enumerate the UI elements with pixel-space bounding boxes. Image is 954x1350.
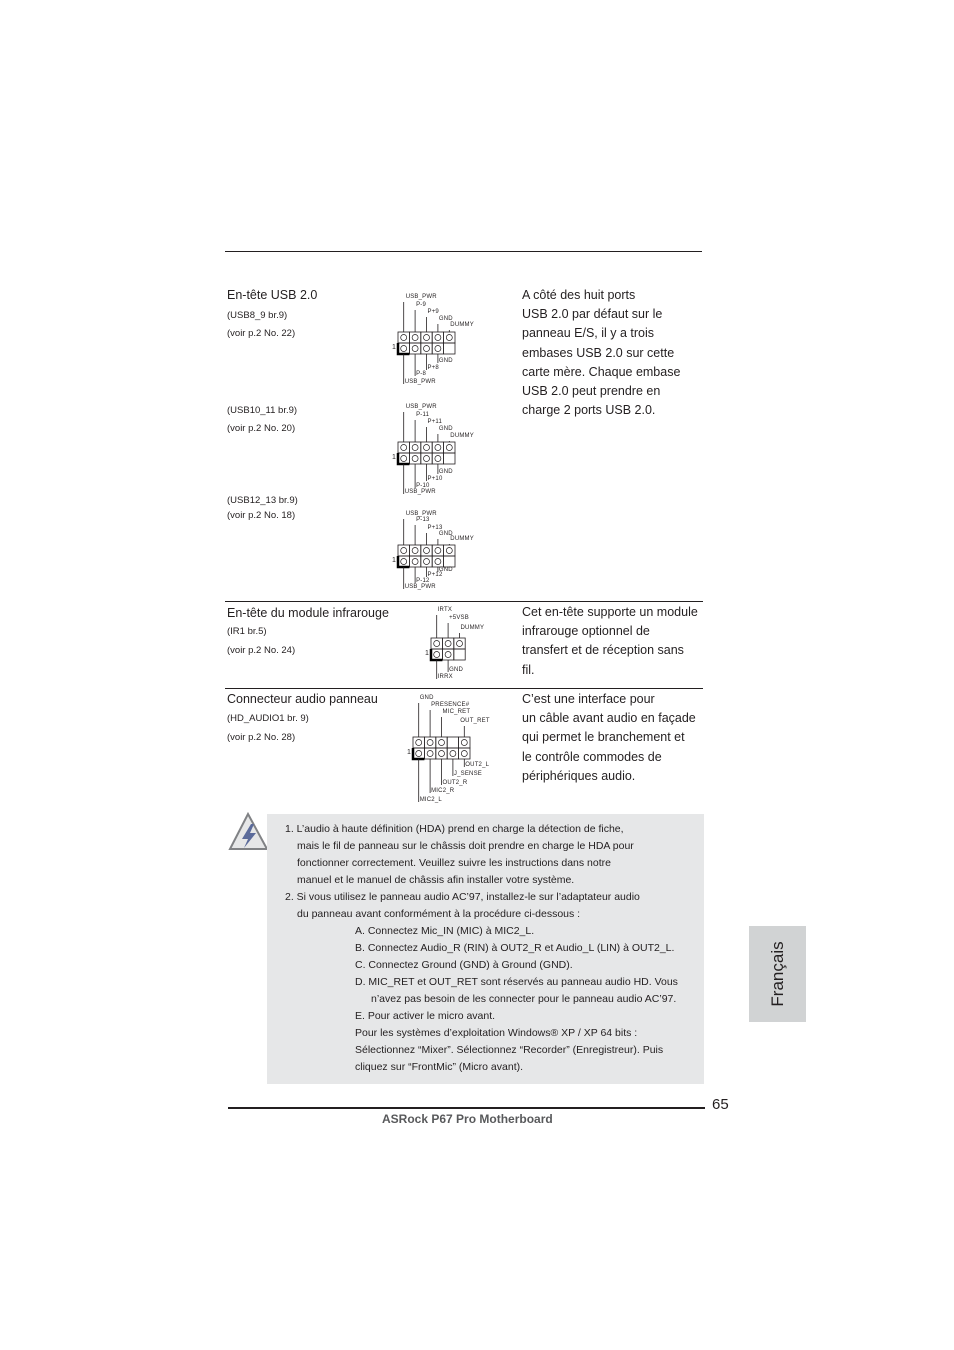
ir-header-cell bbox=[442, 649, 453, 660]
audio-header-pin bbox=[416, 751, 422, 757]
ir-header-cell bbox=[431, 638, 442, 649]
pin-label: IRRX bbox=[437, 674, 453, 680]
pin-label: PRESENCE# bbox=[431, 702, 470, 708]
usb-header-cell bbox=[421, 442, 432, 453]
usb-header-pin bbox=[446, 445, 452, 451]
usb-header-cell bbox=[444, 343, 455, 354]
pin-label: P-12 bbox=[416, 578, 430, 584]
usb-header-cell bbox=[444, 556, 455, 567]
usb2-ref: (USB10_11 br.9) bbox=[227, 405, 298, 416]
usb-header-pin bbox=[412, 445, 418, 451]
usb-header-cell bbox=[444, 453, 455, 464]
pin-label: GND bbox=[438, 469, 453, 475]
pin-label: P+13 bbox=[427, 525, 443, 531]
usb-header-cell bbox=[432, 343, 443, 354]
usb2-see: (voir p.2 No. 20) bbox=[227, 423, 296, 434]
pin-label: GND bbox=[438, 426, 453, 432]
pin-label: MIC2_L bbox=[419, 797, 442, 803]
footer-rule bbox=[228, 1107, 705, 1109]
usb-header-pin1-marker bbox=[398, 556, 409, 567]
usb-header-cell bbox=[409, 556, 420, 567]
usb-header-cell bbox=[409, 453, 420, 464]
pin-label: USB_PWR bbox=[405, 404, 437, 410]
pin1-label: 1 bbox=[392, 454, 397, 461]
audio-header-cell bbox=[447, 737, 458, 748]
ir-see: (voir p.2 No. 24) bbox=[227, 645, 296, 656]
usb-header-title: En-tête USB 2.0 bbox=[227, 288, 318, 302]
ir-description: Cet en-tête supporte un module infrarouge optionnel de transfert et de réception sans fil. bbox=[522, 605, 698, 677]
pin-label: MIC_RET bbox=[442, 709, 471, 715]
pin-label: USB_PWR bbox=[404, 584, 436, 590]
page-number: 65 bbox=[712, 1096, 729, 1113]
usb-header-pin bbox=[435, 335, 441, 341]
audio-header-cell bbox=[413, 737, 424, 748]
language-tab-label: Français bbox=[767, 941, 787, 1007]
pin-label: +5VSB bbox=[449, 615, 469, 621]
usb-header-cell bbox=[432, 545, 443, 556]
pin1-label: 1 bbox=[392, 344, 397, 351]
usb-header-cell bbox=[421, 556, 432, 567]
usb-header-pin bbox=[435, 559, 441, 565]
audio-see: (voir p.2 No. 28) bbox=[227, 732, 296, 743]
usb-header-pin bbox=[424, 335, 430, 341]
pin-label: P-11 bbox=[416, 412, 430, 418]
usb-header-pin bbox=[446, 335, 452, 341]
pin-label: DUMMY bbox=[450, 433, 474, 439]
note-line: Pour les systèmes d’exploitation Windows® XP / XP 64 bits : bbox=[355, 1027, 638, 1039]
pin-label: USB_PWR bbox=[405, 511, 437, 517]
audio-header-cell bbox=[459, 748, 470, 759]
usb-header-pin bbox=[424, 346, 430, 352]
usb-header-pin bbox=[435, 548, 441, 554]
usb-header-pin bbox=[424, 548, 430, 554]
usb1-see: (voir p.2 No. 22) bbox=[227, 328, 296, 339]
usb-header-cell bbox=[398, 332, 409, 343]
audio-header-pin bbox=[416, 740, 422, 746]
note-line: 1. L’audio à haute définition (HDA) prend en charge la détection de fiche, bbox=[285, 823, 624, 835]
note-line: D. MIC_RET et OUT_RET sont réservés au panneau audio HD. Vous bbox=[355, 976, 678, 988]
note-line: C. Connectez Ground (GND) à Ground (GND). bbox=[355, 959, 573, 971]
pin1-label: 1 bbox=[392, 557, 397, 564]
usb-header-cell bbox=[444, 442, 455, 453]
language-tab bbox=[749, 926, 806, 1022]
audio-header-cell bbox=[424, 748, 435, 759]
usb-description: A côté des huit ports USB 2.0 par défaut sur le panneau E/S, il y a trois embases USB 2.0 sur cette carte mère. Chaque embase USB 2.0 peut prendre en charge 2 ports USB 2.0. bbox=[522, 288, 681, 418]
pin-label: P+8 bbox=[427, 365, 439, 371]
note-line: Sélectionnez “Mixer”. Sélectionnez “Recorder” (Enregistreur). Puis bbox=[355, 1044, 664, 1056]
audio-header-pin1-marker bbox=[413, 748, 424, 759]
usb-header-cell bbox=[409, 332, 420, 343]
usb-header-cell bbox=[421, 453, 432, 464]
audio-ref: (HD_AUDIO1 br. 9) bbox=[227, 713, 309, 724]
note-box bbox=[267, 814, 704, 1084]
usb-header-cell bbox=[398, 556, 409, 567]
audio-header-pin bbox=[439, 740, 445, 746]
pin-label: P-8 bbox=[416, 371, 427, 377]
pin-label: GND bbox=[449, 667, 464, 673]
pin-label: J_SENSE bbox=[453, 771, 482, 777]
pin1-label: 1 bbox=[407, 749, 412, 756]
pin-label: P-9 bbox=[416, 302, 427, 308]
audio-header-pin bbox=[461, 751, 467, 757]
usb-header-pin1-marker bbox=[398, 343, 409, 354]
ir-header-pin bbox=[445, 652, 451, 658]
usb-header-pin bbox=[401, 559, 407, 565]
usb-header-cell bbox=[409, 545, 420, 556]
usb-header-cell bbox=[421, 343, 432, 354]
pin-label: GND bbox=[438, 358, 453, 364]
usb3-see: (voir p.2 No. 18) bbox=[227, 510, 296, 521]
pin-label: OUT2_R bbox=[442, 780, 468, 786]
usb-header-pin bbox=[412, 346, 418, 352]
pin-label: GND bbox=[419, 695, 434, 701]
audio-header-cell bbox=[459, 737, 470, 748]
pin-label: DUMMY bbox=[450, 322, 474, 328]
pin-label: OUT_RET bbox=[460, 718, 490, 724]
note-line: mais le fil de panneau sur le châssis doit prendre en charge le HDA pour bbox=[297, 840, 634, 852]
usb-header-cell bbox=[398, 343, 409, 354]
usb-header-cell bbox=[432, 332, 443, 343]
usb-header-pin bbox=[412, 335, 418, 341]
usb-header-cell bbox=[398, 442, 409, 453]
ir-header-pin bbox=[457, 641, 463, 647]
ir-header-pin bbox=[434, 641, 440, 647]
audio-header-cell bbox=[413, 748, 424, 759]
ir-header-cell bbox=[431, 649, 442, 660]
usb-header-pin bbox=[401, 445, 407, 451]
audio-header-pin bbox=[461, 740, 467, 746]
usb-header-cell bbox=[432, 442, 443, 453]
usb-header-cell bbox=[432, 556, 443, 567]
usb-header-pin bbox=[401, 346, 407, 352]
usb-header-pin bbox=[412, 559, 418, 565]
pin-label: OUT2_L bbox=[465, 762, 490, 768]
usb-header-cell bbox=[421, 332, 432, 343]
pin-label: P+10 bbox=[427, 476, 443, 482]
pin1-label: 1 bbox=[425, 650, 430, 657]
usb-header-pin bbox=[424, 456, 430, 462]
pin-label: USB_PWR bbox=[405, 294, 437, 300]
note-line: cliquez sur “FrontMic” (Micro avant). bbox=[355, 1061, 524, 1073]
pin-label: GND bbox=[438, 567, 453, 573]
ir-header-cell bbox=[454, 638, 465, 649]
warning-icon bbox=[228, 812, 270, 852]
audio-description: C’est une interface pour un câble avant audio en façade qui permet le branchement et le contrôle commodes de périphériques audio. bbox=[522, 692, 696, 783]
note-line: B. Connectez Audio_R (RIN) à OUT2_R et Audio_L (LIN) à OUT2_L. bbox=[355, 942, 675, 954]
pin-label: IRTX bbox=[437, 607, 453, 613]
pin-label: USB_PWR bbox=[404, 379, 436, 385]
note-line: E. Pour activer le micro avant. bbox=[355, 1010, 496, 1022]
pin-label: DUMMY bbox=[450, 536, 474, 542]
ir-header-cell bbox=[454, 649, 465, 660]
note-line: du panneau avant conformément à la procédure ci-dessous : bbox=[297, 908, 581, 920]
usb-header-cell bbox=[409, 442, 420, 453]
usb-header-pin bbox=[412, 548, 418, 554]
usb-header-cell bbox=[444, 332, 455, 343]
audio-header-pin bbox=[427, 740, 433, 746]
usb-header-pin bbox=[401, 548, 407, 554]
ir-ref: (IR1 br.5) bbox=[227, 626, 267, 637]
audio-header-cell bbox=[424, 737, 435, 748]
usb1-ref: (USB8_9 br.9) bbox=[227, 310, 288, 321]
usb-header-cell bbox=[421, 545, 432, 556]
usb-header-cell bbox=[432, 453, 443, 464]
pin-label: USB_PWR bbox=[404, 489, 436, 495]
note-line: A. Connectez Mic_IN (MIC) à MIC2_L. bbox=[355, 925, 535, 937]
ir-header-pin bbox=[434, 652, 440, 658]
usb-header-pin bbox=[412, 456, 418, 462]
footer-product: ASRock P67 Pro Motherboard bbox=[382, 1112, 553, 1126]
usb-header-pin bbox=[435, 456, 441, 462]
usb-header-pin1-marker bbox=[398, 453, 409, 464]
audio-header-cell bbox=[447, 748, 458, 759]
pin-label: DUMMY bbox=[460, 625, 485, 631]
usb-header-pin bbox=[401, 456, 407, 462]
usb-header-cell bbox=[398, 545, 409, 556]
usb-header-cell bbox=[409, 343, 420, 354]
usb-header-pin bbox=[424, 559, 430, 565]
pin-label: P+12 bbox=[427, 572, 443, 578]
note-line: fonctionner correctement. Veuillez suivre les instructions dans notre bbox=[297, 857, 611, 869]
usb-header-cell bbox=[398, 453, 409, 464]
note-line: 2. Si vous utilisez le panneau audio AC’97, installez-le sur l’adaptateur audio bbox=[285, 891, 640, 903]
audio-header-pin bbox=[427, 751, 433, 757]
usb-header-pin bbox=[446, 548, 452, 554]
pin-label: GND bbox=[438, 316, 453, 322]
audio-header-cell bbox=[436, 748, 447, 759]
pin-label: P+11 bbox=[427, 419, 443, 425]
pin-label: GND bbox=[438, 531, 453, 537]
ir-header-pin1-marker bbox=[431, 649, 442, 660]
ir-header-cell bbox=[442, 638, 453, 649]
pin-label: MIC2_R bbox=[431, 788, 455, 794]
ir-header-title: En-tête du module infrarouge bbox=[227, 606, 389, 620]
audio-header-pin bbox=[450, 751, 456, 757]
usb-header-pin bbox=[424, 445, 430, 451]
pin-label: P-10 bbox=[416, 483, 430, 489]
note-line: n’avez pas besoin de les connecter pour le panneau audio AC’97. bbox=[371, 993, 677, 1005]
usb-header-cell bbox=[444, 545, 455, 556]
usb3-ref: (USB12_13 br.9) bbox=[227, 495, 298, 506]
usb-header-pin bbox=[401, 335, 407, 341]
pin-label: P+9 bbox=[427, 309, 439, 315]
note-line: manuel et le manuel de châssis afin installer votre système. bbox=[297, 874, 575, 886]
ir-header-pin bbox=[445, 641, 451, 647]
pin-label: P-13 bbox=[416, 517, 430, 523]
usb-header-pin bbox=[435, 445, 441, 451]
audio-header-pin bbox=[439, 751, 445, 757]
audio-header-title: Connecteur audio panneau bbox=[227, 692, 378, 706]
usb-header-pin bbox=[435, 346, 441, 352]
audio-header-cell bbox=[436, 737, 447, 748]
